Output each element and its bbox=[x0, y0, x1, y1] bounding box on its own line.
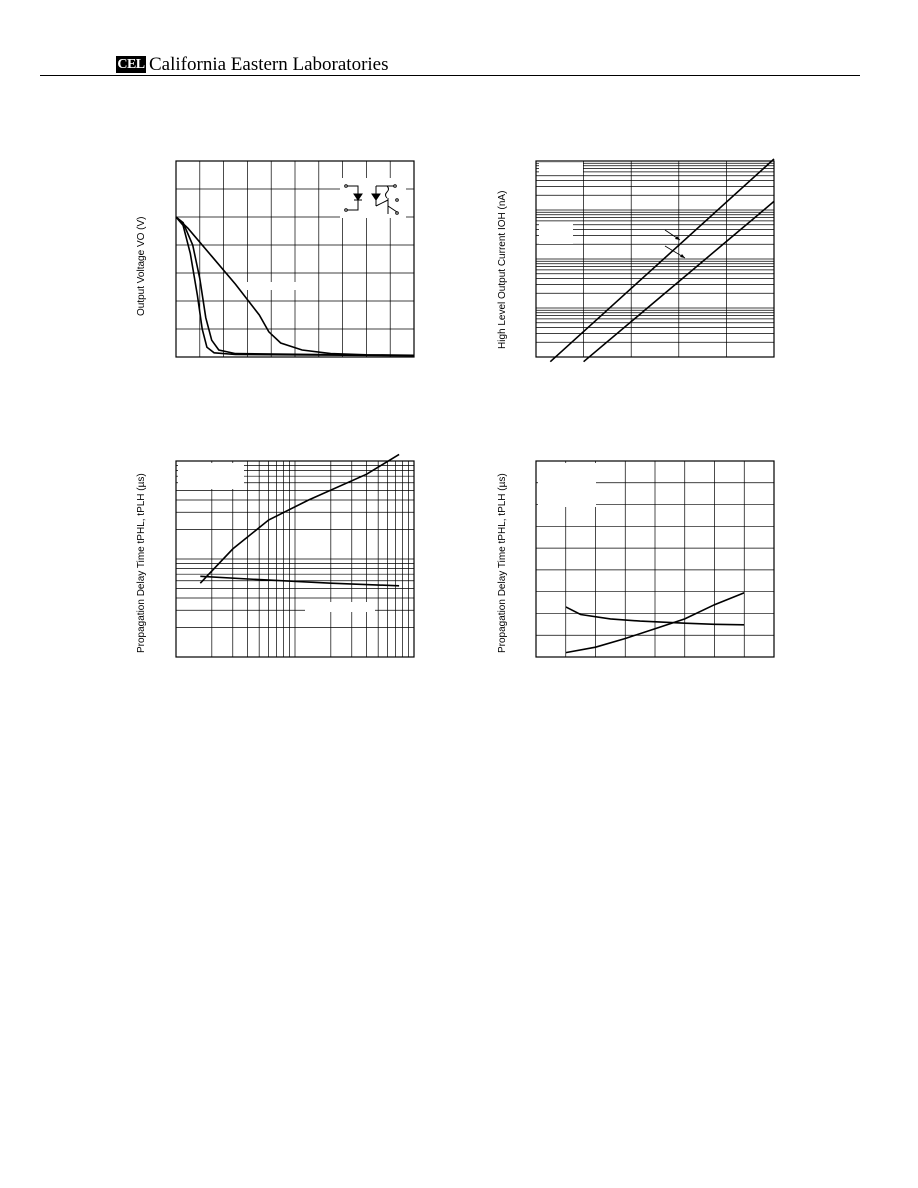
chart2-ylabel: High Level Output Current IOH (nA) bbox=[497, 190, 508, 349]
header-rule bbox=[40, 75, 860, 76]
chart3-ylabel: Propagation Delay Time tPHL, tPLH (µs) bbox=[136, 473, 147, 653]
company-name: California Eastern Laboratories bbox=[149, 54, 389, 75]
chart4-propagation-delay-vs-temp bbox=[535, 460, 775, 658]
chart2-label-bg bbox=[539, 222, 573, 244]
company-logo: CEL bbox=[117, 57, 145, 72]
chart4-ylabel: Propagation Delay Time tPHL, tPLH (µs) bbox=[497, 473, 508, 653]
chart3-label-bg bbox=[305, 602, 375, 612]
chart1-output-voltage bbox=[175, 160, 415, 358]
chart2-title-bg bbox=[539, 163, 583, 175]
chart4-title-bg bbox=[538, 463, 596, 507]
chart2-high-level-output-current bbox=[535, 160, 775, 358]
chart1-label-bg bbox=[241, 282, 301, 290]
chart3-title-bg bbox=[178, 463, 244, 489]
chart3-propagation-delay-vs-load bbox=[175, 460, 415, 658]
chart1-ylabel: Output Voltage VO (V) bbox=[136, 216, 147, 316]
